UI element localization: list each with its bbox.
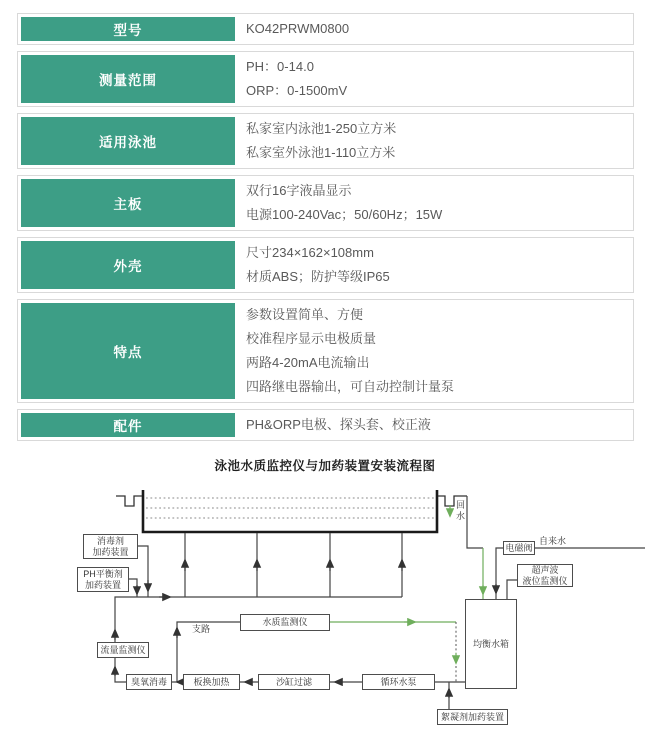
spec-value-line: PH&ORP电极、探头套、校正液 — [246, 417, 431, 432]
installation-flow-diagram — [0, 447, 650, 739]
spec-value-line: 电源100-240Vac；50/60Hz；15W — [246, 207, 443, 222]
spec-value-line: 尺寸234×162×108mm — [246, 245, 374, 260]
spec-value-line: PH：0-14.0 — [246, 59, 314, 74]
spec-row-pools — [17, 113, 634, 169]
box-flow-meter: 流量监测仪 — [97, 642, 149, 658]
spec-row-header: 适用泳池 — [21, 117, 235, 165]
spec-value-line: 校准程序显示电极质量 — [246, 331, 377, 346]
spec-value-line: 两路4-20mA电流输出 — [246, 355, 370, 370]
box-ph-doser: PH平衡剂 加药装置 — [77, 567, 129, 592]
box-ozone-disinfection: 臭氧消毒 — [126, 674, 172, 690]
box-solenoid-valve: 电磁阀 — [503, 541, 535, 555]
label-branch: 支路 — [192, 624, 211, 634]
box-circulation-pump: 循环水泵 — [362, 674, 435, 690]
spec-value-line: 四路继电器输出，可自动控制计量泵 — [246, 379, 455, 394]
diagram-title: 泳池水质监控仪与加药装置安装流程图 — [214, 459, 436, 473]
spec-value-line: 材质ABS；防护等级IP65 — [246, 269, 390, 284]
spec-row-header: 型号 — [21, 17, 235, 41]
spec-value-line: 双行16字液晶显示 — [246, 183, 352, 198]
spec-row-header: 测量范围 — [21, 55, 235, 103]
box-sand-filter: 沙缸过滤 — [258, 674, 330, 690]
spec-row-header: 特点 — [21, 303, 235, 399]
label-return-water: 回水 — [455, 500, 465, 522]
label-tap-water: 自来水 — [539, 536, 567, 546]
spec-table — [17, 13, 634, 441]
spec-row-range — [17, 51, 634, 107]
spec-row-header: 主板 — [21, 179, 235, 227]
spec-row-header: 外壳 — [21, 241, 235, 289]
spec-value-line: 参数设置简单、方便 — [246, 307, 364, 322]
spec-row-model — [17, 13, 634, 45]
spec-value-line: KO42PRWM0800 — [246, 21, 350, 36]
spec-row-features — [17, 299, 634, 403]
box-ultrasonic-level-monitor: 超声波 液位监测仪 — [517, 564, 573, 587]
box-balance-tank: 均衡水箱 — [465, 599, 517, 689]
spec-value-line: 私家室内泳池1-250立方米 — [246, 121, 397, 136]
flow-diagram-lines — [0, 447, 650, 739]
spec-row-accessories — [17, 409, 634, 441]
box-plate-heater: 板换加热 — [183, 674, 240, 690]
box-water-quality-monitor: 水质监测仪 — [240, 614, 330, 631]
spec-value-line: 私家室外泳池1-110立方米 — [246, 145, 396, 160]
spec-row-header: 配件 — [21, 413, 235, 437]
spec-row-mainboard — [17, 175, 634, 231]
box-flocculant-doser: 絮凝剂加药装置 — [437, 709, 508, 725]
spec-value-line: ORP：0-1500mV — [246, 83, 348, 98]
spec-row-shell — [17, 237, 634, 293]
box-disinfectant-doser: 消毒剂 加药装置 — [83, 534, 138, 559]
